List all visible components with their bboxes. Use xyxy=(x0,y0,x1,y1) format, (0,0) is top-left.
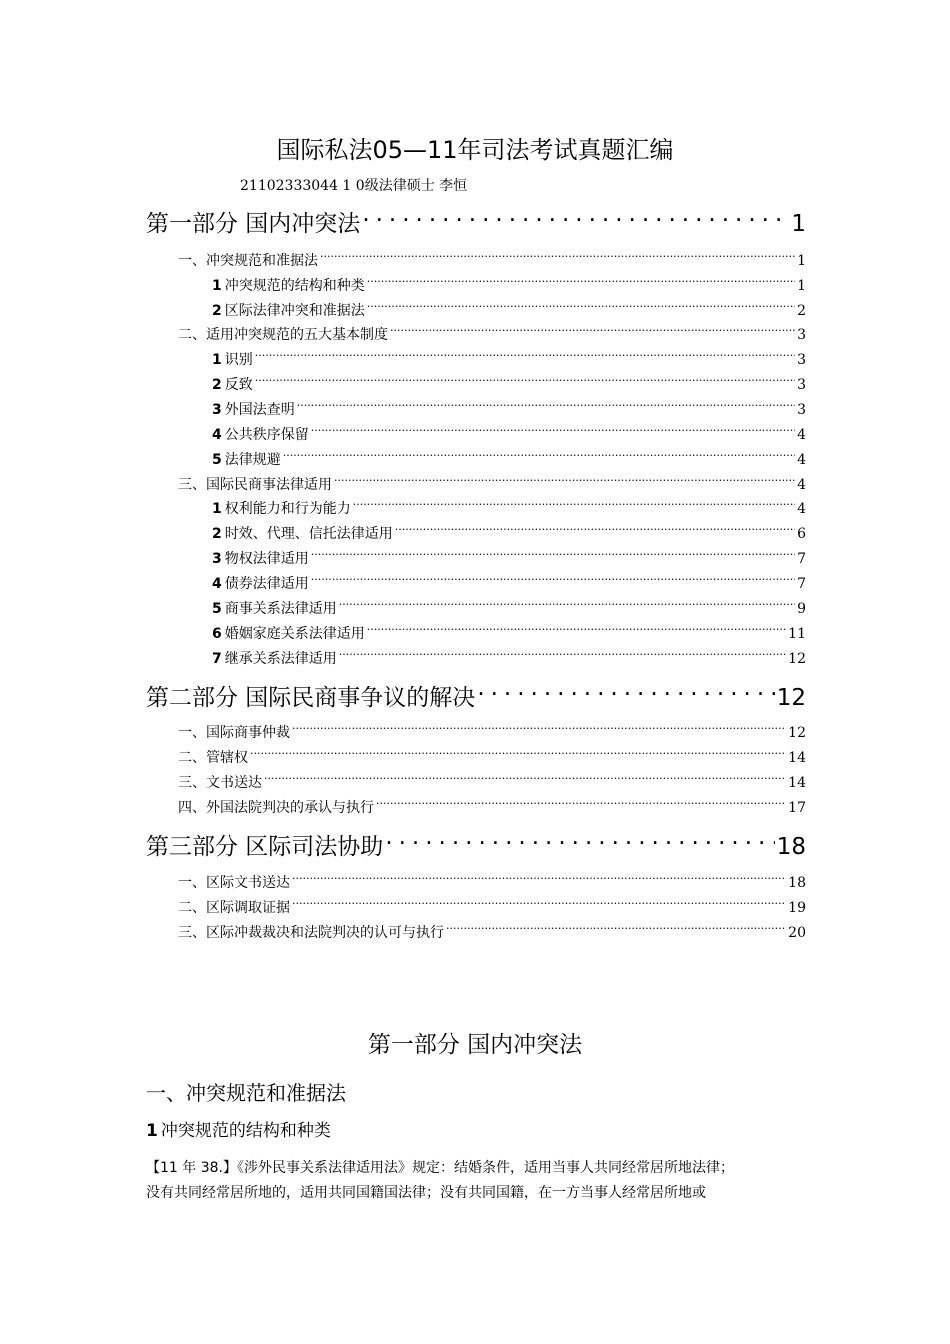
toc-entry[interactable] xyxy=(212,498,806,520)
toc-entry[interactable] xyxy=(212,573,806,595)
toc-dot-leader xyxy=(390,328,795,339)
toc-entry[interactable] xyxy=(178,797,806,819)
toc-entry[interactable] xyxy=(146,830,806,864)
toc-entry-label xyxy=(212,275,365,297)
toc-page-number: 20 xyxy=(788,925,806,941)
toc-page-number: 14 xyxy=(788,750,806,766)
toc-entry[interactable] xyxy=(212,374,806,396)
toc-page-number: 4 xyxy=(797,427,806,443)
toc-entry-label xyxy=(212,548,309,570)
toc-entry-label xyxy=(212,498,351,520)
toc-page-number: 3 xyxy=(797,377,806,393)
toc-entry[interactable] xyxy=(212,399,806,421)
toc-page-number: 19 xyxy=(788,900,806,916)
toc-entry-text: 三、文书送达 xyxy=(178,775,262,791)
toc-entry[interactable] xyxy=(178,747,806,769)
part-heading: 第一部分 国内冲突法 xyxy=(367,1032,583,1058)
toc-dot-leader xyxy=(395,527,795,538)
toc-entry-label xyxy=(178,722,290,744)
toc-entry-number: 5 xyxy=(212,452,222,468)
toc-entry-number: 7 xyxy=(212,651,222,667)
toc-dot-leader xyxy=(264,776,786,787)
toc-page-number: 4 xyxy=(797,501,806,517)
toc-dot-leader xyxy=(255,378,795,389)
toc-entry-label xyxy=(178,797,374,819)
toc-entry[interactable] xyxy=(212,623,806,645)
toc-entry-text: 识别 xyxy=(224,352,253,368)
toc-entry-number: 2 xyxy=(212,303,222,319)
toc-dot-leader xyxy=(339,602,795,613)
toc-entry-text: 反致 xyxy=(224,377,253,393)
toc-entry[interactable] xyxy=(178,872,806,894)
toc-entry-text: 权利能力和行为能力 xyxy=(224,501,351,517)
toc-entry[interactable] xyxy=(178,922,806,944)
toc-entry-label xyxy=(212,374,253,396)
toc-entry-label xyxy=(212,399,295,421)
toc-entry[interactable] xyxy=(212,449,806,471)
toc-dot-leader xyxy=(334,478,795,489)
toc-dot-leader xyxy=(376,801,786,812)
toc-entry-text: 婚姻家庭关系法律适用 xyxy=(224,626,365,642)
toc-entry-label xyxy=(146,830,383,864)
toc-entry-text: 第三部分 区际司法协助 xyxy=(146,834,384,860)
toc-entry[interactable] xyxy=(212,300,806,322)
toc-entry-text: 第二部分 国际民商事争议的解决 xyxy=(146,685,476,711)
toc-entry[interactable] xyxy=(212,598,806,620)
toc-entry[interactable] xyxy=(212,548,806,570)
toc-entry-text: 一、区际文书送达 xyxy=(178,875,290,891)
toc-entry-number: 6 xyxy=(212,626,222,642)
toc-dot-leader xyxy=(385,830,774,854)
toc-entry-text: 物权法律适用 xyxy=(224,551,309,567)
toc-entry-label xyxy=(178,250,318,272)
toc-page-number: 1 xyxy=(797,278,806,294)
toc-dot-leader xyxy=(250,751,786,762)
toc-dot-leader xyxy=(311,577,795,588)
toc-entry-text: 继承关系法律适用 xyxy=(224,651,337,667)
author-line: 21102333044 1 0级法律硕士 李恒 xyxy=(240,178,468,194)
toc-entry[interactable] xyxy=(178,897,806,919)
toc-dot-leader xyxy=(292,726,786,737)
toc-entry-label xyxy=(146,681,475,715)
toc-page-number: 12 xyxy=(788,725,806,741)
toc-entry-text: 时效、代理、信托法律适用 xyxy=(224,526,393,542)
toc-dot-leader xyxy=(311,428,795,439)
toc-entry-number: 1 xyxy=(212,352,222,368)
toc-page-number: 14 xyxy=(788,775,806,791)
toc-page-number: 17 xyxy=(788,800,806,816)
toc-dot-leader xyxy=(446,926,786,937)
toc-entry-text: 外国法查明 xyxy=(224,402,295,418)
toc-entry-text: 债券法律适用 xyxy=(224,576,309,592)
toc-dot-leader xyxy=(283,453,795,464)
toc-entry-number: 1 xyxy=(212,501,222,517)
toc-entry-label xyxy=(178,922,444,944)
toc-entry[interactable] xyxy=(212,349,806,371)
toc-entry[interactable] xyxy=(178,772,806,794)
toc-page-number: 3 xyxy=(797,327,806,343)
toc-entry[interactable] xyxy=(212,648,806,670)
toc-dot-leader xyxy=(367,279,795,290)
toc-entry-label xyxy=(212,349,253,371)
toc-dot-leader xyxy=(362,207,789,231)
toc-entry-label xyxy=(146,207,360,241)
toc-page-number: 9 xyxy=(797,601,806,617)
toc-dot-leader xyxy=(339,652,786,663)
toc-entry-label xyxy=(212,424,309,446)
toc-entry[interactable] xyxy=(178,324,806,346)
toc-entry-text: 二、区际调取证据 xyxy=(178,900,290,916)
toc-entry[interactable] xyxy=(178,474,806,496)
toc-entry-label xyxy=(212,573,309,595)
toc-entry-number: 2 xyxy=(212,526,222,542)
toc-entry-label xyxy=(178,897,290,919)
toc-entry[interactable] xyxy=(178,722,806,744)
document-title: 国际私法05—11年司法考试真题汇编 xyxy=(276,136,674,164)
toc-entry-text: 第一部分 国内冲突法 xyxy=(146,211,361,237)
toc-entry-number: 1 xyxy=(212,278,222,294)
toc-page-number: 18 xyxy=(788,875,806,891)
paragraph-text-2: 没有共同经常居所地的，适用共同国籍国法律；没有共同国籍，在一方当事人经常居所地或 xyxy=(146,1185,706,1201)
toc-entry[interactable] xyxy=(212,523,806,545)
toc-entry[interactable] xyxy=(212,275,806,297)
toc-dot-leader xyxy=(320,254,795,265)
toc-entry-label xyxy=(178,474,332,496)
toc-entry-text: 公共秩序保留 xyxy=(224,427,309,443)
toc-dot-leader xyxy=(477,681,774,705)
subsection-heading xyxy=(146,1118,331,1144)
toc-dot-leader xyxy=(292,876,786,887)
toc-entry-label xyxy=(178,772,262,794)
toc-dot-leader xyxy=(367,304,795,315)
toc-entry-text: 冲突规范的结构和种类 xyxy=(224,278,365,294)
toc-page-number: 12 xyxy=(776,685,806,711)
body-paragraph xyxy=(146,1156,808,1206)
toc-dot-leader xyxy=(311,552,795,563)
toc-entry-text: 法律规避 xyxy=(224,452,281,468)
toc-page-number: 18 xyxy=(776,834,806,860)
toc-page-number: 12 xyxy=(788,651,806,667)
subsection-title: 冲突规范的结构和种类 xyxy=(160,1121,331,1141)
toc-dot-leader xyxy=(292,901,786,912)
toc-entry-text: 三、区际冲裁裁决和法院判决的认可与执行 xyxy=(178,925,444,941)
toc-entry[interactable] xyxy=(212,424,806,446)
toc-page-number: 1 xyxy=(791,211,806,237)
toc-entry-text: 四、外国法院判决的承认与执行 xyxy=(178,800,374,816)
toc-entry-text: 二、适用冲突规范的五大基本制度 xyxy=(178,327,388,343)
toc-entry-label xyxy=(212,598,337,620)
toc-entry-label xyxy=(212,648,337,670)
toc-entry-number: 4 xyxy=(212,576,222,592)
toc-page-number: 6 xyxy=(797,526,806,542)
toc-entry-label xyxy=(212,623,365,645)
toc-entry-text: 一、冲突规范和准据法 xyxy=(178,253,318,269)
toc-entry-text: 区际法律冲突和准据法 xyxy=(224,303,365,319)
toc-entry-number: 3 xyxy=(212,402,222,418)
paragraph-line xyxy=(146,1156,808,1181)
paragraph-text-1: 《涉外民事关系法律适用法》规定：结婚条件，适用当事人共同经常居所地法律； xyxy=(236,1160,734,1176)
toc-entry-text: 三、国际民商事法律适用 xyxy=(178,477,332,493)
subsection-number: 1 xyxy=(146,1121,158,1141)
toc-entry-label xyxy=(178,747,248,769)
paragraph-line xyxy=(146,1181,808,1206)
toc-entry-number: 2 xyxy=(212,377,222,393)
toc-page-number: 11 xyxy=(788,626,806,642)
toc-page-number: 4 xyxy=(797,452,806,468)
toc-entry-text: 一、国际商事仲裁 xyxy=(178,725,290,741)
toc-entry-text: 商事关系法律适用 xyxy=(224,601,337,617)
toc-entry[interactable] xyxy=(146,681,806,715)
toc-entry-label xyxy=(212,300,365,322)
toc-entry[interactable] xyxy=(146,207,806,241)
toc-dot-leader xyxy=(367,627,786,638)
toc-page-number: 3 xyxy=(797,402,806,418)
toc-entry-number: 4 xyxy=(212,427,222,443)
toc-entry-number: 5 xyxy=(212,601,222,617)
toc-entry-label xyxy=(212,523,393,545)
toc-entry-label xyxy=(178,324,388,346)
toc-entry-number: 3 xyxy=(212,551,222,567)
section-heading: 一、冲突规范和准据法 xyxy=(146,1081,346,1105)
toc-dot-leader xyxy=(353,502,795,513)
question-tag: 【11 年 38.】 xyxy=(146,1160,237,1176)
toc-page-number: 3 xyxy=(797,352,806,368)
toc-page-number: 2 xyxy=(797,303,806,319)
toc-dot-leader xyxy=(255,353,795,364)
toc-dot-leader xyxy=(297,403,795,414)
toc-entry-label xyxy=(178,872,290,894)
toc-page-number: 1 xyxy=(797,253,806,269)
toc-entry-label xyxy=(212,449,281,471)
toc-page-number: 7 xyxy=(797,551,806,567)
toc-page-number: 4 xyxy=(797,477,806,493)
toc-entry[interactable] xyxy=(178,250,806,272)
toc-page-number: 7 xyxy=(797,576,806,592)
toc-entry-text: 二、管辖权 xyxy=(178,750,248,766)
